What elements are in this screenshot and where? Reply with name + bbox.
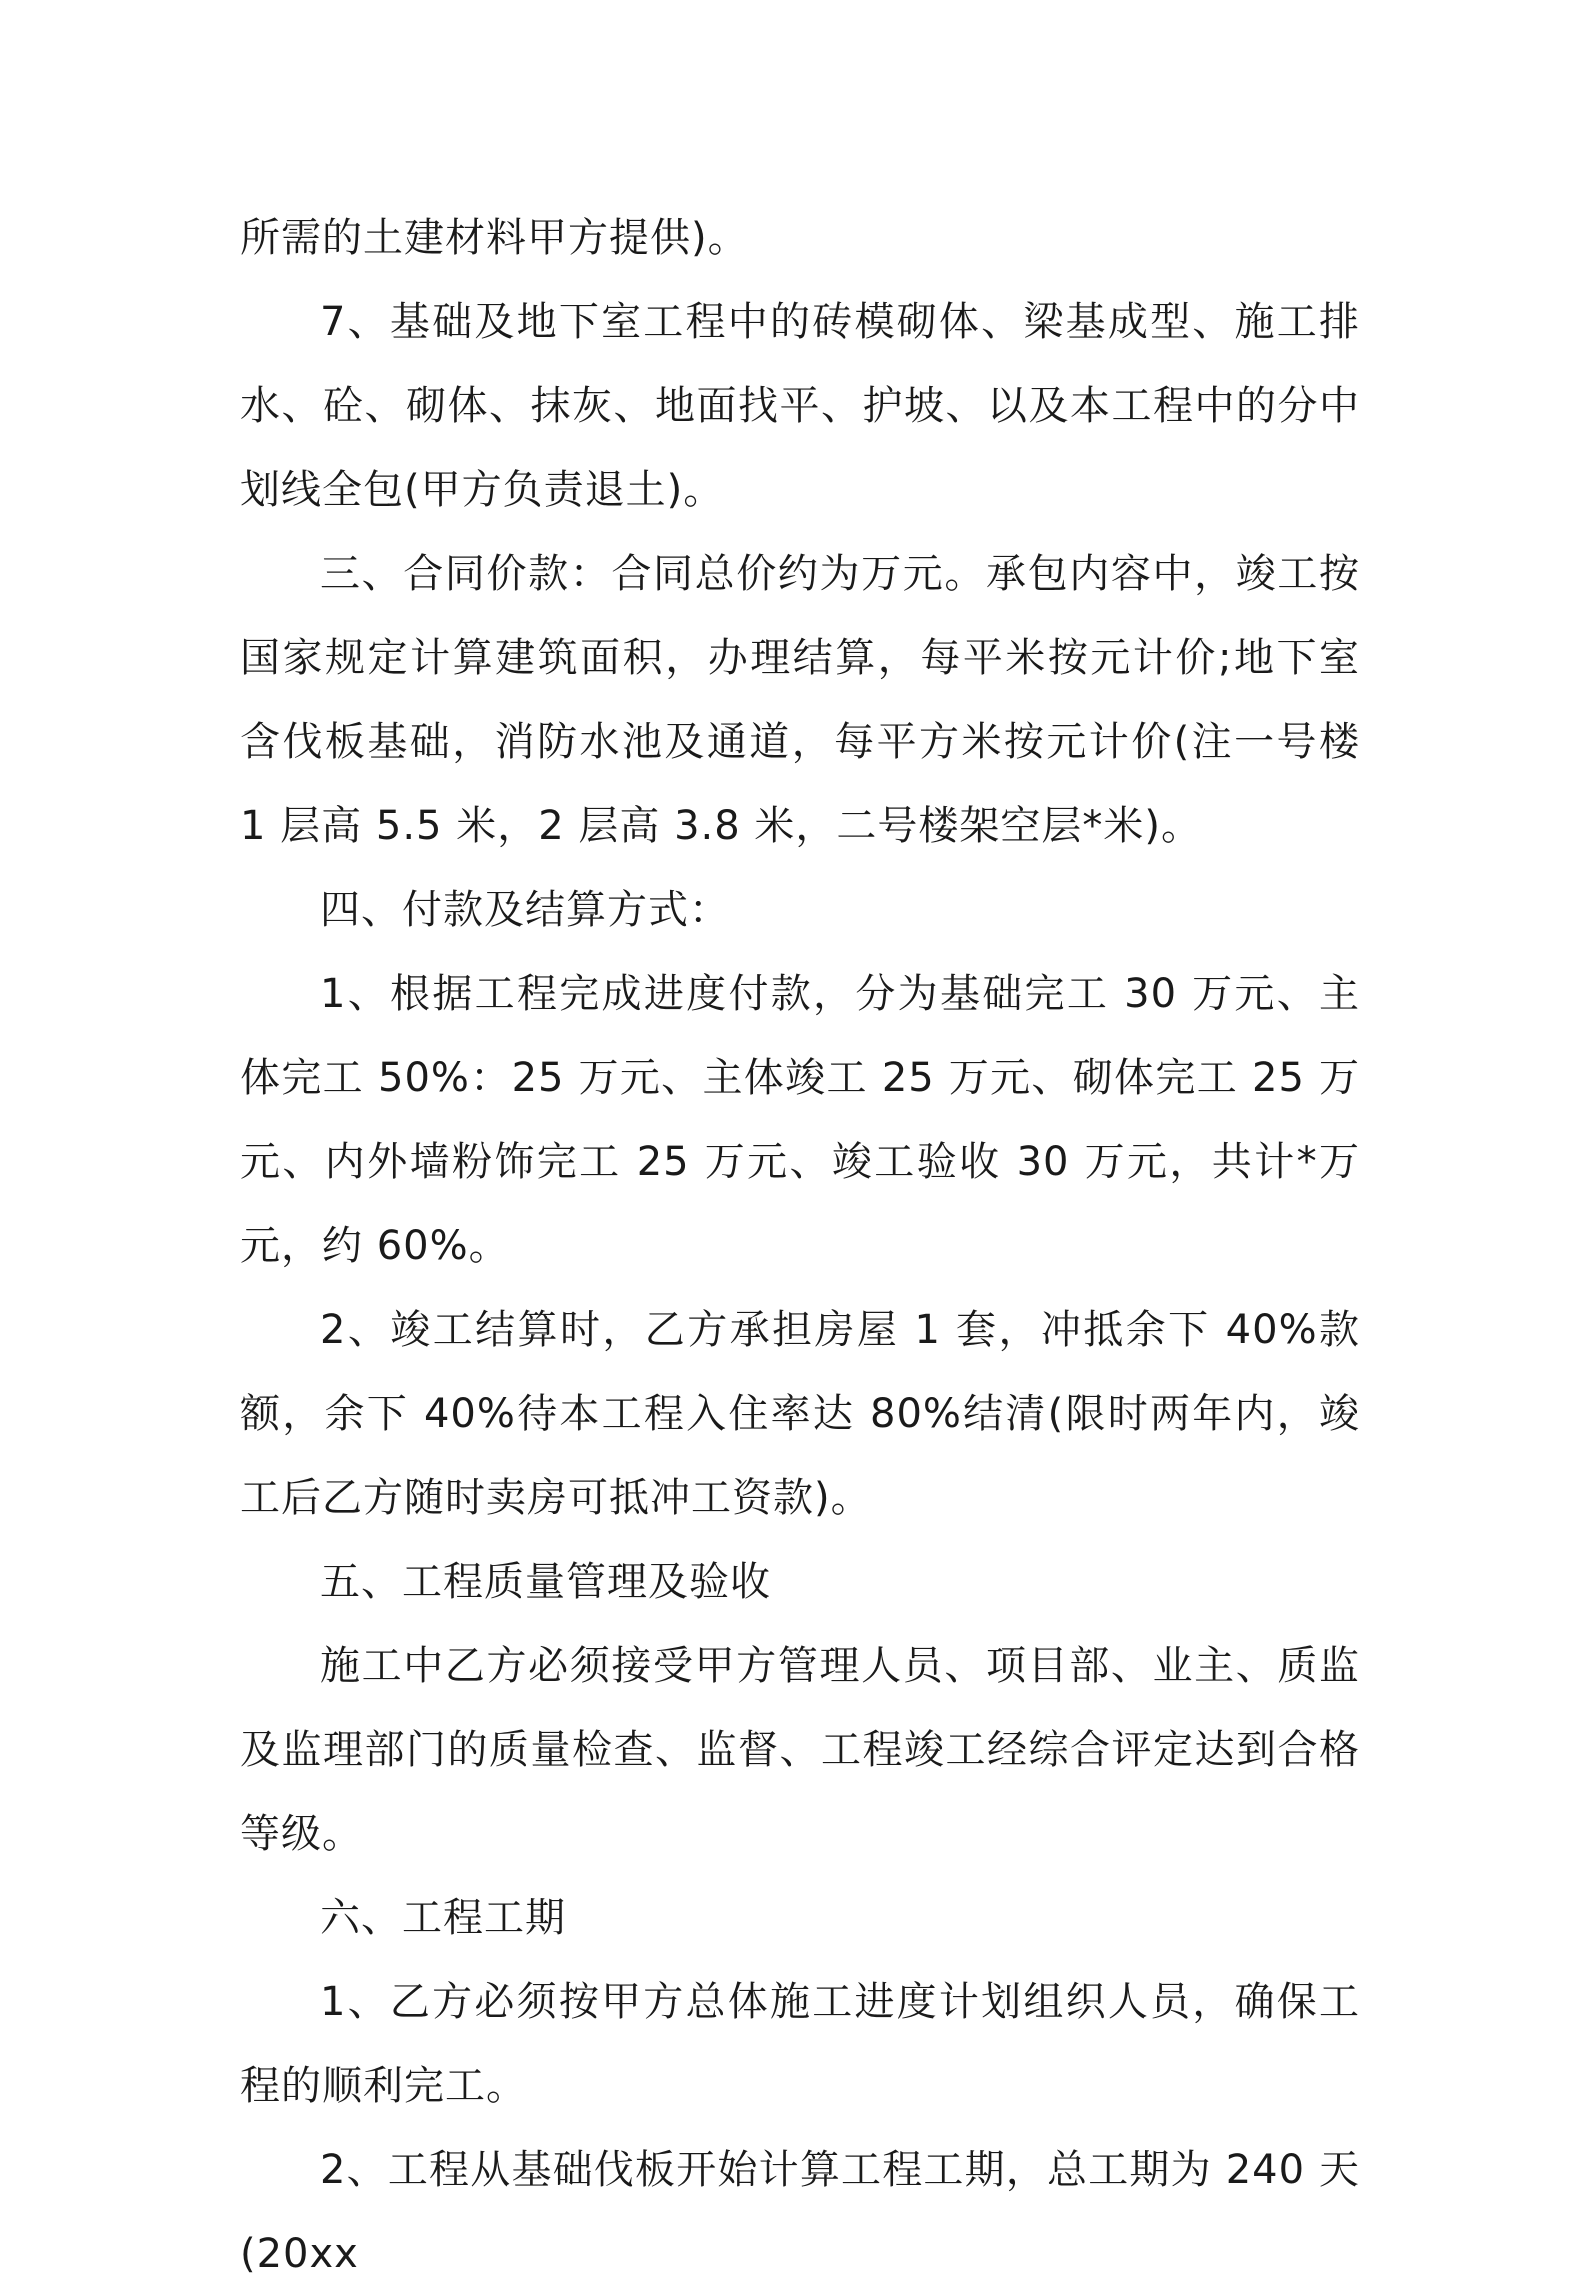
document-body	[240, 196, 1360, 2296]
section-heading: 四、付款及结算方式：	[320, 887, 730, 933]
paragraph: 所需的土建材料甲方提供)。	[240, 215, 749, 261]
paragraph: 施工中乙方必须接受甲方管理人员、项目部、业主、质监及监理部门的质量检查、监督、工程竣工经综合评定达到合格等级。	[240, 1643, 1360, 1857]
section-heading: 五、工程质量管理及验收	[320, 1559, 771, 1605]
paragraph: 7、基础及地下室工程中的砖模砌体、梁基成型、施工排水、砼、砌体、抹灰、地面找平、护坡、以及本工程中的分中划线全包(甲方负责退土)。	[240, 299, 1360, 513]
paragraph: 2、竣工结算时，乙方承担房屋 1 套，冲抵余下 40%款额，余下 40%待本工程入住率达 80%结清(限时两年内，竣工后乙方随时卖房可抵冲工资款)。	[240, 1307, 1360, 1521]
paragraph: 2、工程从基础伐板开始计算工程工期，总工期为 240 天(20xx	[240, 2147, 1360, 2277]
paragraph: 三、合同价款：合同总价约为万元。承包内容中，竣工按国家规定计算建筑面积，办理结算，每平米按元计价;地下室含伐板基础，消防水池及通道，每平方米按元计价(注一号楼 1 层高 5.5 米，2 层高 3.8 米，二号楼架空层*米)。	[240, 551, 1360, 849]
section-heading: 六、工程工期	[320, 1895, 566, 1941]
paragraph: 1、乙方必须按甲方总体施工进度计划组织人员，确保工程的顺利完工。	[240, 1979, 1360, 2109]
paragraph: 1、根据工程完成进度付款，分为基础完工 30 万元、主体完工 50%：25 万元、主体竣工 25 万元、砌体完工 25 万元、内外墙粉饰完工 25 万元、竣工验收 30 万元，共计*万元，约 60%。	[240, 971, 1360, 1269]
